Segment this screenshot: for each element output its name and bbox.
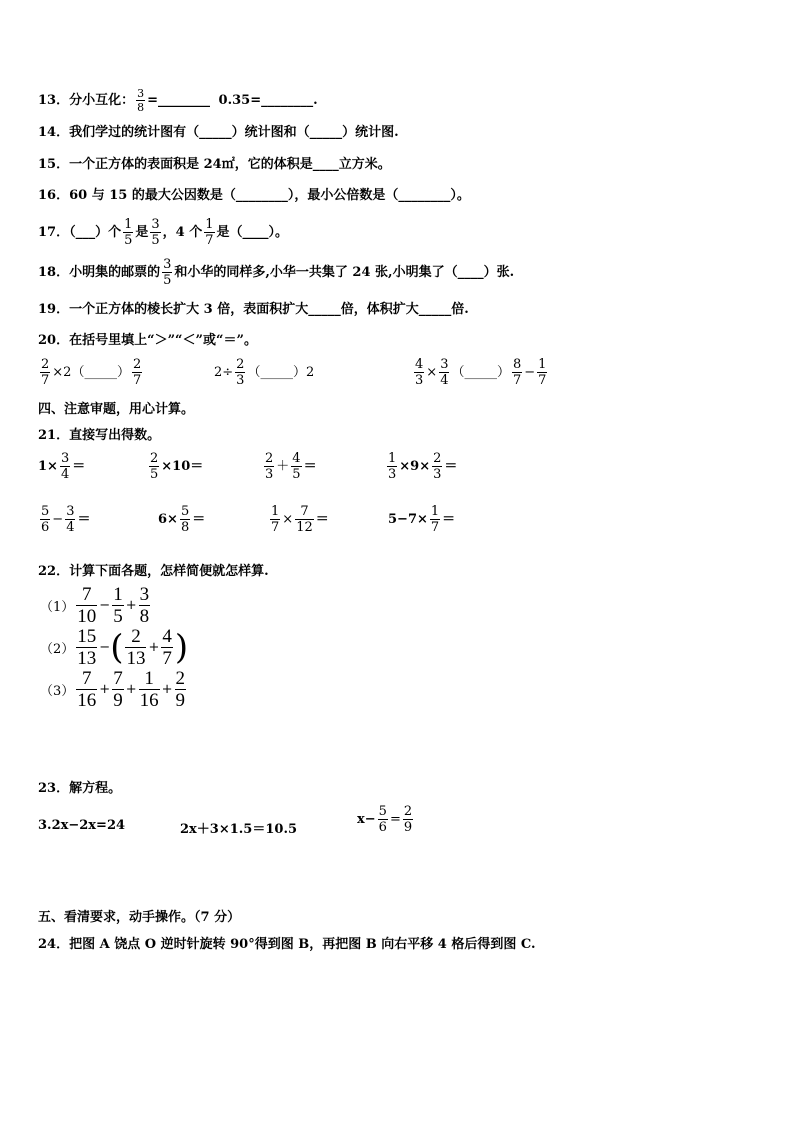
numerator: 2 bbox=[125, 627, 146, 648]
numerator: 1 bbox=[139, 669, 160, 690]
fraction bbox=[291, 452, 301, 481]
denominator: 9 bbox=[113, 690, 123, 711]
fraction bbox=[512, 358, 522, 387]
denominator: 5 bbox=[292, 467, 301, 482]
part-label: （1） bbox=[40, 600, 75, 615]
numerator: 2 bbox=[41, 357, 50, 372]
operator: ＋ bbox=[276, 459, 290, 474]
fraction bbox=[235, 358, 245, 387]
prefix: 5−7× bbox=[388, 512, 428, 527]
left-paren: ( bbox=[110, 627, 124, 668]
numerator: 3 bbox=[137, 87, 145, 100]
q17-fraction-2 bbox=[150, 218, 160, 247]
q23-equation-1: 3.2x−2x=24 bbox=[38, 818, 126, 833]
section-4-heading: 四、注意审题，用心计算。 bbox=[38, 402, 195, 417]
denominator: 16 bbox=[139, 690, 159, 711]
denominator: 4 bbox=[60, 467, 70, 482]
q17-part-b: 是 bbox=[135, 225, 149, 240]
fraction bbox=[270, 505, 280, 534]
numerator: 2 bbox=[132, 357, 142, 372]
operator: − bbox=[99, 640, 111, 655]
suffix: ＝ bbox=[442, 512, 456, 527]
fraction bbox=[40, 358, 50, 387]
suffix: ＝ bbox=[315, 512, 329, 527]
operator: + bbox=[148, 640, 160, 655]
operator: = bbox=[389, 812, 401, 827]
numerator: 3 bbox=[139, 584, 150, 605]
q17-fraction-1 bbox=[123, 218, 133, 247]
denominator: 7 bbox=[41, 373, 50, 388]
question-16: 16．60 与 15 的最大公因数是（________），最小公倍数是（________）。 bbox=[38, 188, 470, 203]
numerator: 1 bbox=[430, 504, 440, 519]
fraction bbox=[161, 627, 173, 668]
denominator: 3 bbox=[415, 373, 424, 388]
question-20-title: 20．在括号里填上“＞”“＜”或“＝”。 bbox=[38, 333, 257, 348]
suffix: ＝ bbox=[444, 459, 458, 474]
numerator: 7 bbox=[113, 668, 123, 689]
fraction bbox=[175, 669, 187, 710]
denominator: 3 bbox=[236, 373, 245, 388]
q13-prefix: 13．分小互化： bbox=[38, 93, 135, 108]
fraction bbox=[432, 452, 442, 481]
denominator: 7 bbox=[512, 373, 522, 388]
prefix: x− bbox=[357, 812, 376, 827]
fraction bbox=[125, 627, 146, 668]
operator: × bbox=[426, 365, 438, 380]
fraction bbox=[40, 505, 50, 534]
denominator: 6 bbox=[378, 820, 387, 835]
question-17 bbox=[38, 218, 288, 247]
fraction bbox=[60, 452, 70, 481]
numerator: 3 bbox=[151, 217, 160, 232]
operator: × bbox=[282, 512, 294, 527]
numerator: 2 bbox=[175, 668, 185, 689]
operator: + bbox=[125, 682, 137, 697]
denominator: 8 bbox=[139, 606, 150, 627]
operator: （_____）2 bbox=[247, 365, 315, 380]
numerator: 3 bbox=[66, 504, 75, 519]
fraction bbox=[264, 452, 274, 481]
q23-equation-3 bbox=[357, 805, 415, 834]
q17-part-c: ，4 个 bbox=[162, 225, 203, 240]
denominator: 9 bbox=[403, 820, 413, 835]
q21-r1-item-2 bbox=[147, 452, 203, 481]
denominator: 9 bbox=[175, 690, 185, 711]
denominator: 3 bbox=[433, 467, 442, 482]
fraction bbox=[139, 585, 151, 626]
denominator: 4 bbox=[440, 373, 449, 388]
q20-expr-3 bbox=[412, 358, 549, 387]
numerator: 8 bbox=[512, 357, 522, 372]
q13-blank1: =________ bbox=[147, 93, 210, 108]
fraction bbox=[139, 669, 160, 710]
section-5-heading: 五、看清要求，动手操作。（7 分） bbox=[38, 910, 241, 925]
denominator: 12 bbox=[296, 520, 313, 535]
question-15: 15．一个正方体的表面积是 24㎡，它的体积是____立方米。 bbox=[38, 157, 391, 172]
fraction bbox=[76, 627, 97, 668]
operator: ×2（_____） bbox=[52, 365, 130, 380]
question-23-title: 23．解方程。 bbox=[38, 781, 122, 796]
denominator: 5 bbox=[163, 273, 172, 288]
suffix: ×10＝ bbox=[161, 459, 204, 474]
operator: − bbox=[99, 598, 111, 613]
q21-r2-item-2 bbox=[158, 505, 205, 534]
numerator: 1 bbox=[388, 451, 397, 466]
part-label: （2） bbox=[40, 642, 75, 657]
part-label: （3） bbox=[40, 684, 75, 699]
q18-fraction bbox=[162, 258, 172, 287]
question-21-title: 21．直接写出得数。 bbox=[38, 428, 161, 443]
numerator: 2 bbox=[236, 357, 245, 372]
denominator: 7 bbox=[271, 520, 280, 535]
denominator: 5 bbox=[113, 606, 123, 627]
denominator: 6 bbox=[41, 520, 50, 535]
numerator: 1 bbox=[113, 584, 123, 605]
denominator: 3 bbox=[388, 467, 397, 482]
question-14: 14．我们学过的统计图有（_____）统计图和（_____）统计图. bbox=[38, 125, 399, 140]
operator: ×9× bbox=[399, 459, 431, 474]
denominator: 5 bbox=[151, 233, 160, 248]
numerator: 2 bbox=[150, 451, 159, 466]
q23-equation-2: 2x＋3×1.5＝10.5 bbox=[180, 822, 298, 837]
operator: − bbox=[524, 365, 536, 380]
numerator: 5 bbox=[180, 504, 190, 519]
question-22-title: 22．计算下面各题，怎样简便就怎样算. bbox=[38, 564, 269, 579]
q17-fraction-3 bbox=[204, 218, 214, 247]
q20-expr-2 bbox=[214, 358, 314, 387]
numerator: 1 bbox=[538, 357, 547, 372]
fraction bbox=[112, 669, 124, 710]
numerator: 2 bbox=[403, 804, 413, 819]
q13-mid: 0.35=________ bbox=[218, 93, 314, 108]
q13-end: . bbox=[313, 93, 318, 108]
fraction bbox=[76, 669, 97, 710]
denominator: 10 bbox=[77, 606, 97, 627]
q20-expr-1 bbox=[38, 358, 144, 387]
numerator: 3 bbox=[60, 451, 70, 466]
prefix: 6× bbox=[158, 512, 178, 527]
q22-part-1 bbox=[40, 585, 152, 626]
q17-part-a: 17．（___）个 bbox=[38, 225, 122, 240]
suffix: ＝ bbox=[303, 459, 317, 474]
suffix: ＝ bbox=[72, 459, 86, 474]
numerator: 2 bbox=[433, 451, 442, 466]
denominator: 7 bbox=[538, 373, 547, 388]
question-13 bbox=[38, 88, 318, 113]
numerator: 4 bbox=[292, 451, 301, 466]
denominator: 7 bbox=[132, 373, 142, 388]
numerator: 15 bbox=[77, 626, 97, 647]
question-19: 19．一个正方体的棱长扩大 3 倍，表面积扩大_____倍，体积扩大_____倍. bbox=[38, 302, 469, 317]
denominator: 8 bbox=[137, 101, 145, 114]
prefix: 1× bbox=[38, 459, 58, 474]
suffix: ＝ bbox=[77, 512, 91, 527]
q21-r2-item-1 bbox=[38, 505, 90, 534]
denominator: 7 bbox=[162, 648, 172, 669]
fraction bbox=[378, 805, 388, 834]
right-paren: ) bbox=[174, 627, 189, 668]
operator: + bbox=[99, 682, 111, 697]
q18-part-b: 和小华的同样多,小华一共集了 24 张,小明集了（____）张. bbox=[174, 265, 515, 280]
numerator: 4 bbox=[415, 357, 424, 372]
q21-r2-item-3 bbox=[268, 505, 329, 534]
q17-part-d: 是（____）。 bbox=[216, 225, 289, 240]
question-18 bbox=[38, 258, 514, 287]
fraction bbox=[295, 505, 314, 534]
fraction bbox=[180, 505, 190, 534]
numerator: 1 bbox=[205, 217, 214, 232]
numerator: 5 bbox=[41, 504, 50, 519]
operator: − bbox=[52, 512, 64, 527]
operator: （_____） bbox=[451, 365, 510, 380]
fraction bbox=[430, 505, 440, 534]
q21-r1-item-4 bbox=[385, 452, 457, 481]
denominator: 16 bbox=[77, 690, 97, 711]
denominator: 4 bbox=[66, 520, 75, 535]
denominator: 5 bbox=[150, 467, 159, 482]
numerator: 7 bbox=[76, 585, 97, 606]
numerator: 7 bbox=[295, 505, 314, 520]
question-24: 24．把图 A 饶点 O 逆时针旋转 90°得到图 B，再把图 B 向右平移 4 格后得到图 C. bbox=[38, 937, 536, 952]
numerator: 7 bbox=[76, 669, 97, 690]
q21-r1-item-3 bbox=[262, 452, 317, 481]
operator: + bbox=[125, 598, 137, 613]
fraction bbox=[414, 358, 424, 387]
numerator: 1 bbox=[124, 217, 133, 232]
numerator: 5 bbox=[378, 804, 387, 819]
operator: + bbox=[161, 682, 173, 697]
fraction bbox=[132, 358, 142, 387]
numerator: 4 bbox=[162, 626, 172, 647]
fraction bbox=[387, 452, 397, 481]
suffix: ＝ bbox=[192, 512, 206, 527]
denominator: 8 bbox=[180, 520, 190, 535]
numerator: 3 bbox=[163, 257, 172, 272]
denominator: 7 bbox=[430, 520, 440, 535]
q21-r2-item-4 bbox=[388, 505, 455, 534]
fraction bbox=[403, 805, 413, 834]
denominator: 3 bbox=[265, 467, 274, 482]
denominator: 7 bbox=[205, 233, 214, 248]
fraction bbox=[537, 358, 547, 387]
fraction bbox=[439, 358, 449, 387]
q22-part-2 bbox=[40, 627, 188, 668]
fraction bbox=[112, 585, 124, 626]
q22-part-3 bbox=[40, 669, 188, 710]
prefix: 2÷ bbox=[214, 365, 234, 380]
q21-r1-item-1 bbox=[38, 452, 85, 481]
fraction bbox=[65, 505, 75, 534]
numerator: 2 bbox=[265, 451, 274, 466]
numerator: 1 bbox=[271, 504, 280, 519]
denominator: 13 bbox=[77, 648, 97, 669]
fraction bbox=[76, 585, 97, 626]
numerator: 3 bbox=[440, 357, 449, 372]
denominator: 13 bbox=[126, 648, 146, 669]
fraction bbox=[149, 452, 159, 481]
q18-part-a: 18．小明集的邮票的 bbox=[38, 265, 161, 280]
q13-fraction bbox=[136, 88, 145, 113]
denominator: 5 bbox=[124, 233, 133, 248]
